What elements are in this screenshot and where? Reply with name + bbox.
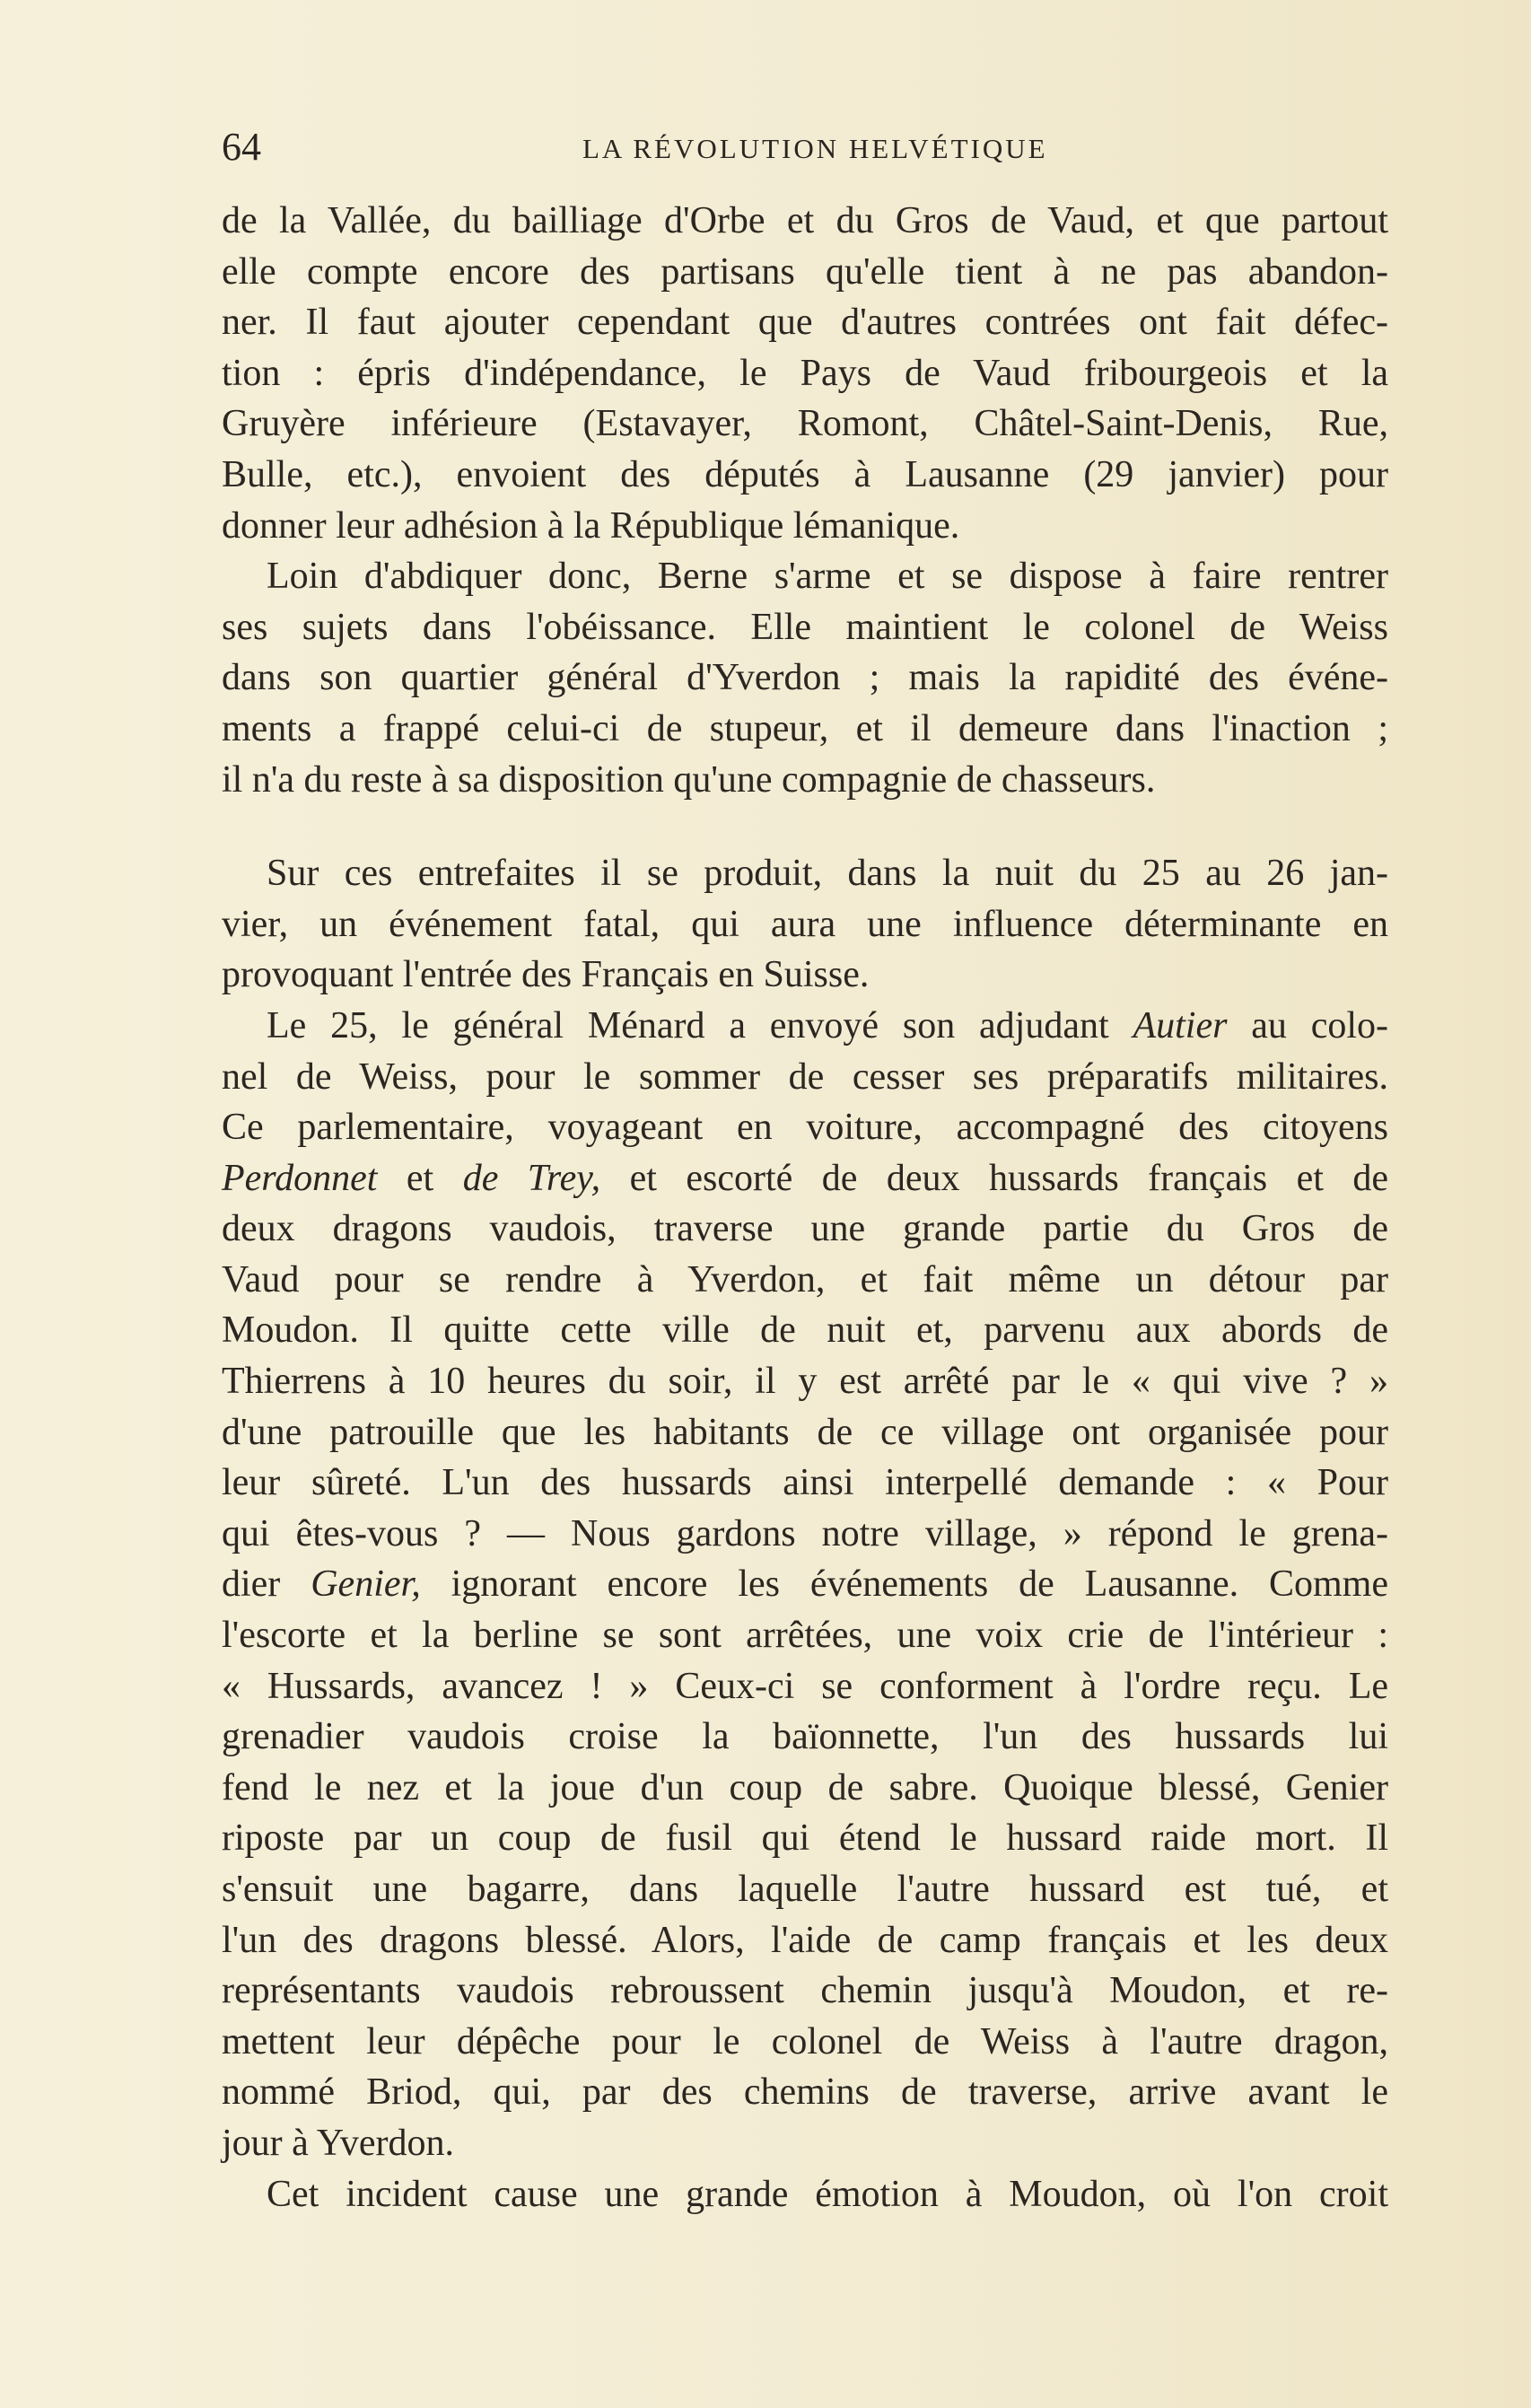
text-line: « Hussards, avancez ! » Ceux-ci se conforment à l'ordre reçu. Le bbox=[222, 1665, 1388, 1707]
text-line: Sur ces entrefaites il se produit, dans la nuit du 25 au 26 jan- bbox=[267, 853, 1388, 895]
text-line: ses sujets dans l'obéissance. Elle maintient le colonel de Weiss bbox=[222, 606, 1388, 648]
section-break bbox=[222, 805, 1388, 848]
running-title: LA RÉVOLUTION HELVÉTIQUE bbox=[582, 133, 1048, 164]
text-line: ner. Il faut ajouter cependant que d'autres contrées ont fait défec- bbox=[222, 302, 1388, 344]
text-line: dans son quartier général d'Yverdon ; mais la rapidité des événe- bbox=[222, 657, 1388, 699]
text-line: provoquant l'entrée des Français en Suisse. bbox=[222, 954, 870, 996]
text-line: il n'a du reste à sa disposition qu'une compagnie de chasseurs. bbox=[222, 758, 1156, 801]
text-line: riposte par un coup de fusil qui étend le hussard raide mort. Il bbox=[222, 1817, 1388, 1860]
text-run: et escorté de deux hussards français et de bbox=[629, 1157, 1389, 1199]
text-line: d'une patrouille que les habitants de ce village ont organisée pour bbox=[222, 1411, 1388, 1453]
text-line: mettent leur dépêche pour le colonel de Weiss à l'autre dragon, bbox=[222, 2020, 1388, 2062]
text-line: Ce parlementaire, voyageant en voiture, accompagné des citoyens bbox=[222, 1107, 1388, 1149]
text-line: donner leur adhésion à la République lémanique. bbox=[222, 504, 960, 547]
text-line: représentants vaudois rebroussent chemin jusqu'à Moudon, et re- bbox=[222, 1970, 1388, 2012]
text-line: elle compte encore des partisans qu'elle tient à ne pas abandon- bbox=[222, 250, 1388, 293]
italic-name: Perdonnet bbox=[222, 1157, 378, 1199]
text-line: fend le nez et la joue d'un coup de sabre. Quoique blessé, Genier bbox=[222, 1766, 1388, 1808]
text-line: Gruyère inférieure (Estavayer, Romont, Châtel-Saint-Denis, Rue, bbox=[222, 403, 1388, 445]
text-line: Cet incident cause une grande émotion à Moudon, où l'on croit bbox=[267, 2173, 1388, 2215]
text-line: nommé Briod, qui, par des chemins de traverse, arrive avant le bbox=[222, 2071, 1388, 2114]
text-run: dier bbox=[222, 1563, 281, 1606]
text-line: ments a frappé celui-ci de stupeur, et il demeure dans l'inaction ; bbox=[222, 707, 1388, 749]
text-line: Loin d'abdiquer donc, Berne s'arme et se dispose à faire rentrer bbox=[267, 556, 1388, 598]
text-line: Moudon. Il quitte cette ville de nuit et, parvenu aux abords de bbox=[222, 1309, 1388, 1352]
page-number: 64 bbox=[222, 125, 261, 169]
text-run: au colo- bbox=[1251, 1004, 1388, 1046]
italic-name: Genier, bbox=[311, 1563, 421, 1606]
text-line: Thierrens à 10 heures du soir, il y est arrêté par le « qui vive ? » bbox=[222, 1361, 1388, 1403]
text-line bbox=[222, 1153, 1388, 1204]
text-run: ignorant encore les événements de Lausanne. Comme bbox=[451, 1563, 1388, 1606]
text-line: vier, un événement fatal, qui aura une influence déterminante en bbox=[222, 903, 1388, 945]
text-line: grenadier vaudois croise la baïonnette, l'un des hussards lui bbox=[222, 1716, 1388, 1758]
text-line: s'ensuit une bagarre, dans laquelle l'autre hussard est tué, et bbox=[222, 1869, 1388, 1910]
running-head bbox=[222, 124, 1388, 178]
text-line: qui êtes-vous ? — Nous gardons notre village, » répond le grena- bbox=[222, 1512, 1388, 1554]
text-line bbox=[222, 1001, 1388, 1052]
text-line: nel de Weiss, pour le sommer de cesser ses préparatifs militaires. bbox=[222, 1055, 1388, 1098]
text-line bbox=[222, 1559, 1388, 1610]
text-line: l'escorte et la berline se sont arrêtées, une voix crie de l'intérieur : bbox=[222, 1615, 1388, 1657]
text-line: Bulle, etc.), envoient des députés à Lausanne (29 janvier) pour bbox=[222, 453, 1388, 495]
text-line: de la Vallée, du bailliage d'Orbe et du Gros de Vaud, et que partout bbox=[222, 200, 1388, 241]
text-line: leur sûreté. L'un des hussards ainsi interpellé demande : « Pour bbox=[222, 1462, 1388, 1504]
body-text bbox=[222, 196, 1388, 2220]
text-line: Vaud pour se rendre à Yverdon, et fait même un détour par bbox=[222, 1258, 1388, 1300]
italic-name: de Trey, bbox=[462, 1157, 601, 1199]
italic-name: Autier bbox=[1133, 1004, 1228, 1046]
text-run: Le 25, le général Ménard a envoyé son adjudant bbox=[267, 1004, 1109, 1046]
text-line: deux dragons vaudois, traverse une grande partie du Gros de bbox=[222, 1208, 1388, 1250]
text-line: tion : épris d'indépendance, le Pays de Vaud fribourgeois et la bbox=[222, 352, 1388, 394]
text-line: jour à Yverdon. bbox=[222, 2122, 454, 2164]
text-line: l'un des dragons blessé. Alors, l'aide de camp français et les deux bbox=[222, 1919, 1388, 1961]
text-run: et bbox=[406, 1157, 434, 1199]
